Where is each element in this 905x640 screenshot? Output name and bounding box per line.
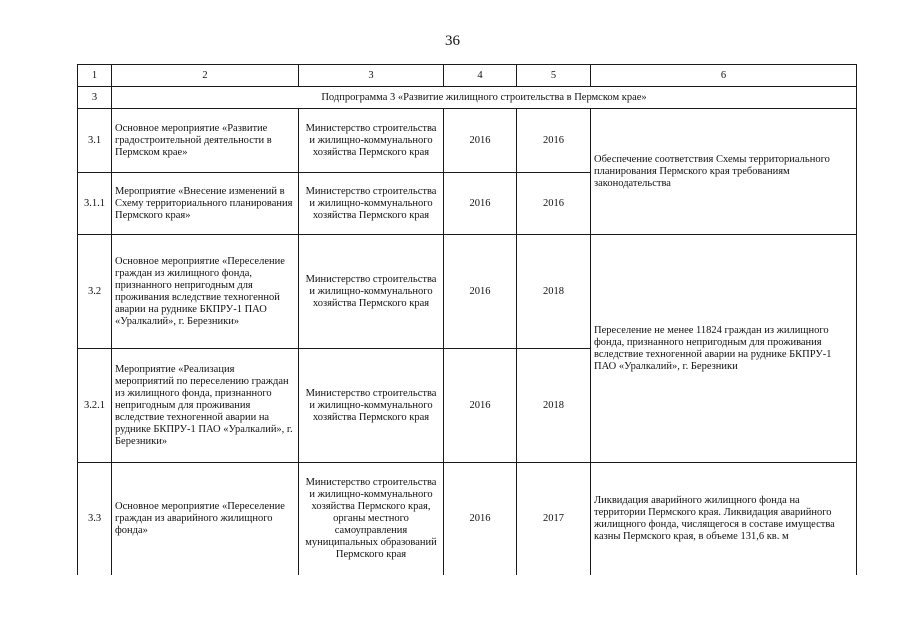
executor: Министерство строительства и жилищно-коммунального хозяйства Пермского края bbox=[299, 235, 444, 349]
end-year: 2018 bbox=[517, 235, 591, 349]
activity-name: Основное мероприятие «Переселение граждан из аварийного жилищного фонда» bbox=[112, 463, 299, 575]
start-year: 2016 bbox=[444, 109, 517, 173]
start-year: 2016 bbox=[444, 463, 517, 575]
table-row bbox=[78, 235, 857, 349]
expected-result: Ликвидация аварийного жилищного фонда на территории Пермского края. Ликвидация аварийного жилищного фонда, числящегося в составе имущества казны Пермского края, в объеме 131,6 кв. м bbox=[591, 463, 857, 575]
executor: Министерство строительства и жилищно-коммунального хозяйства Пермского края, органы местного самоуправления муниципальных образований Пермского края bbox=[299, 463, 444, 575]
subprogram-number: 3 bbox=[78, 87, 112, 109]
header-cell-2: 2 bbox=[112, 65, 299, 87]
header-row bbox=[78, 65, 857, 87]
row-number: 3.1 bbox=[78, 109, 112, 173]
end-year: 2016 bbox=[517, 173, 591, 235]
header-cell-4: 4 bbox=[444, 65, 517, 87]
executor: Министерство строительства и жилищно-коммунального хозяйства Пермского края bbox=[299, 349, 444, 463]
executor: Министерство строительства и жилищно-коммунального хозяйства Пермского края bbox=[299, 109, 444, 173]
activity-name: Мероприятие «Реализация мероприятий по переселению граждан из жилищного фонда, признанного непригодным для проживания вследствие техногенной аварии на руднике БКПРУ-1 ПАО «Уралкалий», г. Березники» bbox=[112, 349, 299, 463]
subprogram-row bbox=[78, 87, 857, 109]
start-year: 2016 bbox=[444, 173, 517, 235]
table-row bbox=[78, 109, 857, 173]
header-cell-1: 1 bbox=[78, 65, 112, 87]
activity-name: Мероприятие «Внесение изменений в Схему территориального планирования Пермского края» bbox=[112, 173, 299, 235]
row-number: 3.2.1 bbox=[78, 349, 112, 463]
activity-name: Основное мероприятие «Развитие градостроительной деятельности в Пермском крае» bbox=[112, 109, 299, 173]
header-cell-6: 6 bbox=[591, 65, 857, 87]
executor: Министерство строительства и жилищно-коммунального хозяйства Пермского края bbox=[299, 173, 444, 235]
row-number: 3.3 bbox=[78, 463, 112, 575]
end-year: 2016 bbox=[517, 109, 591, 173]
expected-result: Обеспечение соответствия Схемы территориального планирования Пермского края требованиям законодательства bbox=[591, 109, 857, 235]
end-year: 2017 bbox=[517, 463, 591, 575]
program-activities-table bbox=[77, 64, 857, 575]
end-year: 2018 bbox=[517, 349, 591, 463]
header-cell-3: 3 bbox=[299, 65, 444, 87]
table-row bbox=[78, 463, 857, 575]
row-number: 3.1.1 bbox=[78, 173, 112, 235]
page-number: 36 bbox=[445, 33, 460, 49]
header-cell-5: 5 bbox=[517, 65, 591, 87]
expected-result: Переселение не менее 11824 граждан из жилищного фонда, признанного непригодным для проживания вследствие техногенной аварии на руднике БКПРУ-1 ПАО «Уралкалий», г. Березники bbox=[591, 235, 857, 463]
start-year: 2016 bbox=[444, 235, 517, 349]
start-year: 2016 bbox=[444, 349, 517, 463]
activity-name: Основное мероприятие «Переселение граждан из жилищного фонда, признанного непригодным для проживания вследствие техногенной аварии на руднике БКПРУ-1 ПАО «Уралкалий», г. Березники» bbox=[112, 235, 299, 349]
row-number: 3.2 bbox=[78, 235, 112, 349]
subprogram-title: Подпрограмма 3 «Развитие жилищного строительства в Пермском крае» bbox=[112, 87, 857, 109]
